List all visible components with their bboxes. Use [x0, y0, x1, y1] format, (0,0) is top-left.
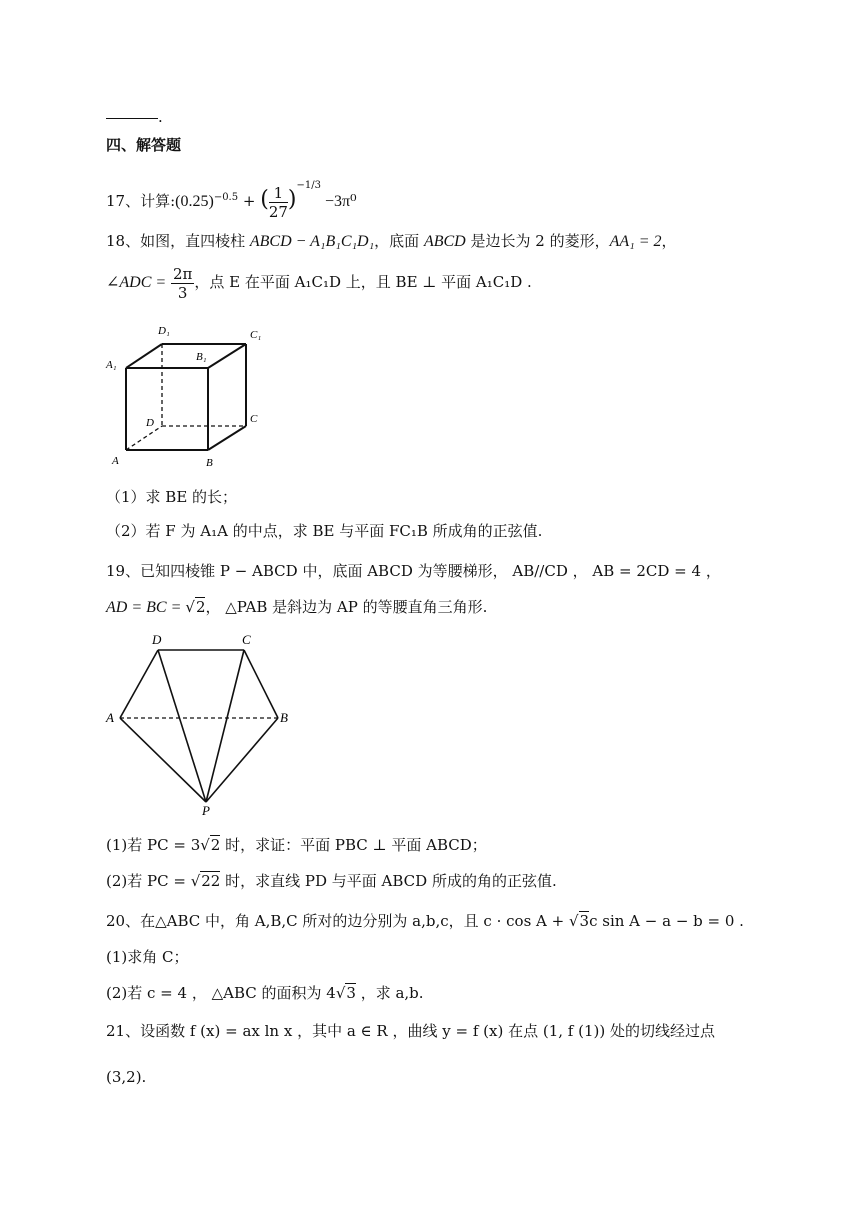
label-b1: B₁	[196, 351, 207, 363]
label-c: C	[242, 632, 251, 647]
q20-sub2: (2)若 c = 4 ， △ABC 的面积为 4√3 ，求 a,b.	[106, 984, 424, 1002]
figure-19-pyramid	[100, 632, 300, 817]
question-18-line2	[106, 264, 532, 302]
q19-sub2-a: (2)若 PC =	[106, 872, 191, 890]
q20-line1: 20、在△ABC 中，角 A,B,C 所对的边分别为 a,b,c，且 c · cos A + √3c sin A − a − b = 0 .	[106, 912, 744, 930]
blank-period: .	[158, 108, 163, 126]
section-title: 四、解答题	[106, 136, 182, 154]
label-b: B	[280, 710, 288, 725]
q19-sub1-a: (1)若 PC = 3	[106, 836, 201, 854]
label-b: B	[206, 457, 213, 469]
q19-line2: AD = BC = √2， △PAB 是斜边为 AP 的等腰直角三角形.	[106, 598, 488, 616]
q17-frac-num: 1	[269, 184, 288, 203]
q19-sub2: (2)若 PC = √22 时，求直线 PD 与平面 ABCD 所成的角的正弦值.	[106, 872, 557, 890]
edge-c-b	[244, 650, 278, 718]
q21-line1: 21、设函数 f (x) = ax ln x ，其中 a ∈ R ，曲线 y = f (x) 在点 (1, f (1)) 处的切线经过点	[106, 1022, 715, 1040]
q21-line2: (3,2).	[106, 1068, 147, 1086]
label-a: A	[106, 710, 114, 725]
q19-sub2-b: 时，求直线 PD 与平面 ABCD 所成的角的正弦值.	[220, 872, 557, 890]
q18-line2-text: ，点 E 在平面 A₁C₁D 上，且 BE ⊥ 平面 A₁C₁D .	[194, 273, 532, 291]
q18-tail: 是边长为 2 的菱形，	[465, 232, 610, 250]
q20-sub2-b: ，求 a,b.	[355, 984, 424, 1002]
edge-a-d	[126, 426, 162, 450]
edge-a-d	[120, 650, 158, 718]
q17-prefix: 17、计算:	[106, 192, 176, 210]
edge-b1-c1	[208, 344, 246, 368]
q17-tail: −3π⁰	[320, 193, 357, 210]
q20-sub1: (1)求角 C；	[106, 948, 189, 966]
question-17: 17、计算$:(0.25)^{-0.5}$ + ( $\frac{1}{27}$ )$^{-1/3}$ −3π⁰	[106, 180, 357, 221]
label-a1: A₁	[106, 359, 117, 371]
edge-b-c	[208, 426, 246, 450]
q18-angle-num: 2π	[172, 264, 193, 283]
answer-blank	[106, 118, 158, 119]
label-c: C	[250, 413, 258, 425]
q20-sub2-a: (2)若 c = 4 ， △ABC 的面积为 4	[106, 984, 336, 1002]
q18-aa1: AA₁ = 2	[609, 233, 662, 250]
q19-line1: 19、已知四棱锥 P − ABCD 中，底面 ABCD 为等腰梯形， AB//CD ， AB = 2CD = 4 ，	[106, 562, 721, 580]
label-d: D	[146, 417, 154, 429]
q18-angle-fraction	[171, 265, 194, 302]
q18-angle: ∠ADC =	[106, 274, 167, 291]
q18-angle-den: 3	[177, 283, 188, 302]
q17-plus: +	[238, 192, 261, 210]
q17-fraction	[269, 184, 288, 221]
edge-d1-a1	[126, 344, 162, 368]
q17-frac-den: 27	[268, 202, 288, 221]
label-d: D	[152, 632, 162, 647]
q19-sub2-rad: 22	[201, 872, 221, 890]
q19-line2-tail: ， △PAB 是斜边为 AP 的等腰直角三角形.	[205, 598, 488, 616]
q19-sub1-b: 时，求证：平面 PBC ⊥ 平面 ABCD；	[220, 836, 487, 854]
q17-base: (0.25)	[175, 193, 214, 210]
q18-mid: ，底面	[374, 232, 424, 250]
q18-base: ABCD	[423, 233, 466, 250]
figure-18-prism	[100, 318, 270, 478]
q18-prefix: 18、如图，直四棱柱	[106, 232, 250, 250]
q20-sub2-rad: 3	[346, 984, 356, 1002]
q19-adbc: AD = BC =	[106, 599, 186, 616]
q19-rad: 2	[195, 598, 206, 616]
q20-line1-a: 20、在△ABC 中，角 A,B,C 所对的边分别为 a,b,c，且 c · cos A +	[106, 912, 569, 930]
label-a: A	[112, 455, 119, 467]
label-p: P	[202, 803, 210, 817]
q18-sub2: （2）若 F 为 A₁A 的中点，求 BE 与平面 FC₁B 所成角的正弦值.	[106, 522, 543, 540]
q18-end: ，	[661, 232, 677, 250]
q17-exp-a: −0.5	[213, 192, 239, 203]
q17-exp-b: −1/3	[296, 180, 321, 191]
label-c1: C₁	[250, 329, 262, 341]
question-18-line1	[106, 230, 677, 253]
q20-line1-b: c sin A − a − b = 0 .	[589, 912, 744, 930]
label-d1: D₁	[158, 325, 170, 337]
q19-sub1: (1)若 PC = 3√2 时，求证：平面 PBC ⊥ 平面 ABCD；	[106, 836, 487, 854]
q18-sub1: （1）求 BE 的长；	[106, 488, 238, 506]
q18-prism: ABCD − A₁B₁C₁D₁	[249, 233, 375, 250]
q20-line1-rad: 3	[579, 912, 590, 930]
q19-sub1-rad: 2	[210, 836, 221, 854]
